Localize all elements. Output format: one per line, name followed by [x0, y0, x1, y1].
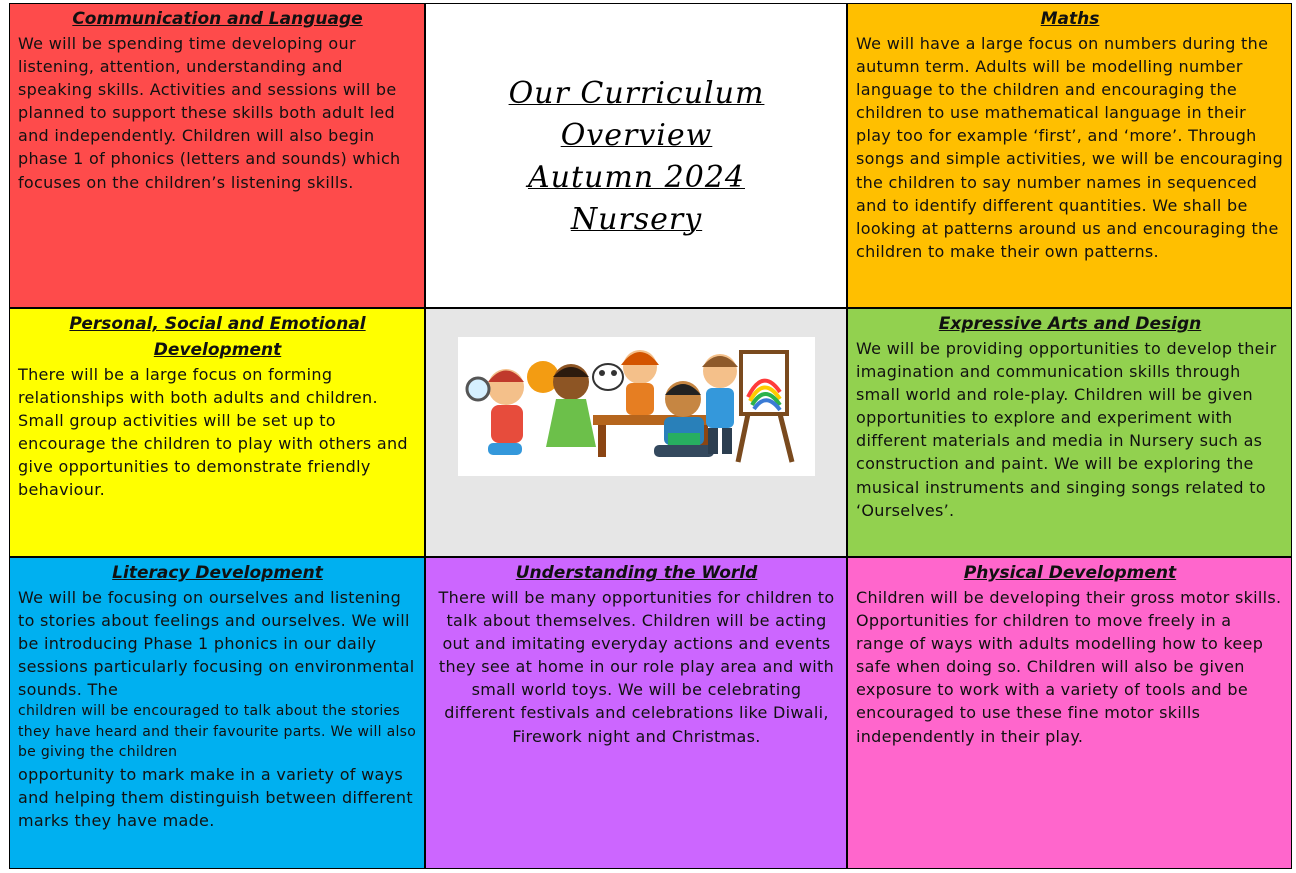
expressive-cell: [847, 308, 1292, 557]
maths-cell: [847, 3, 1292, 308]
expressive-body: We will be providing opportunities to develop their imagination and communication skills through small world and role-play. Children will be given opportunities to explore and experiment with different materials and media in Nursery such as construction and paint. We will be exploring the musical instruments and singing songs related to ‘Ourselves’.: [856, 339, 1277, 520]
title-line-2: Overview: [560, 117, 713, 153]
maths-body: We will have a large focus on numbers during the autumn term. Adults will be modelling number language to the children and encouraging the children to use mathematical language in their play too for example ‘first’, and ‘more’. Through songs and simple activities, we will be encouraging the children to say number names in sequenced and to identify different quantities. We shall be looking at patterns around us and encouraging the children to make their own patterns.: [856, 34, 1284, 261]
world-cell: [425, 557, 847, 869]
expressive-heading: Expressive Arts and Design: [938, 314, 1202, 334]
title-cell: [425, 3, 847, 308]
maths-heading: Maths: [1040, 9, 1100, 29]
literacy-body-2: children will be encouraged to talk about the stories they have heard and their favourite parts. We will also be giving the children: [18, 703, 417, 761]
communication-heading: Communication and Language: [72, 9, 363, 29]
communication-body: We will be spending time developing our listening, attention, understanding and speaking skills. Activities and sessions will be planned to support these skills both adult led and independently. Children will also begin phase 1 of phonics (letters and sounds) which focuses on the children’s listening skills.: [18, 34, 401, 192]
literacy-heading: Literacy Development: [112, 563, 323, 583]
title-line-3: Autumn 2024: [527, 159, 745, 195]
physical-body: Children will be developing their gross motor skills. Opportunities for children to move freely in a range of ways with adults modelling how to keep safe when doing so. Children will also be given exposure to work with a variety of tools and be encouraged to use these fine motor skills independently in their play.: [856, 588, 1282, 746]
image-cell: [425, 308, 847, 557]
title-line-4: Nursery: [570, 201, 703, 237]
literacy-body-3: opportunity to mark make in a variety of ways and helping them distinguish between different marks they have made.: [18, 764, 413, 831]
world-body: There will be many opportunities for children to talk about themselves. Children will be acting out and imitating everyday actions and events they see at home in our role play area and with small world toys. We will be celebrating different festivals and celebrations like Diwali, Firework night and Christmas.: [438, 588, 835, 746]
world-heading: Understanding the World: [515, 563, 758, 583]
children-playing-illustration-icon: [458, 337, 815, 476]
literacy-cell: [9, 557, 425, 869]
psed-cell: [9, 308, 425, 557]
curriculum-grid: [9, 3, 1292, 869]
psed-heading: Personal, Social and Emotional Development: [69, 314, 366, 360]
physical-cell: [847, 557, 1292, 869]
communication-cell: [9, 3, 425, 308]
psed-body: There will be a large focus on forming relationships with both adults and children. Small group activities will be set up to encourage the children to play with others and give opportunities to demonstrate friendly behaviour.: [18, 365, 408, 500]
title-line-1: Our Curriculum: [508, 75, 765, 111]
literacy-body-1: We will be focusing on ourselves and listening to stories about feelings and ourselves. We will be introducing Phase 1 phonics in our daily sessions particularly focusing on environmental sounds. The: [18, 588, 415, 700]
physical-heading: Physical Development: [963, 563, 1177, 583]
